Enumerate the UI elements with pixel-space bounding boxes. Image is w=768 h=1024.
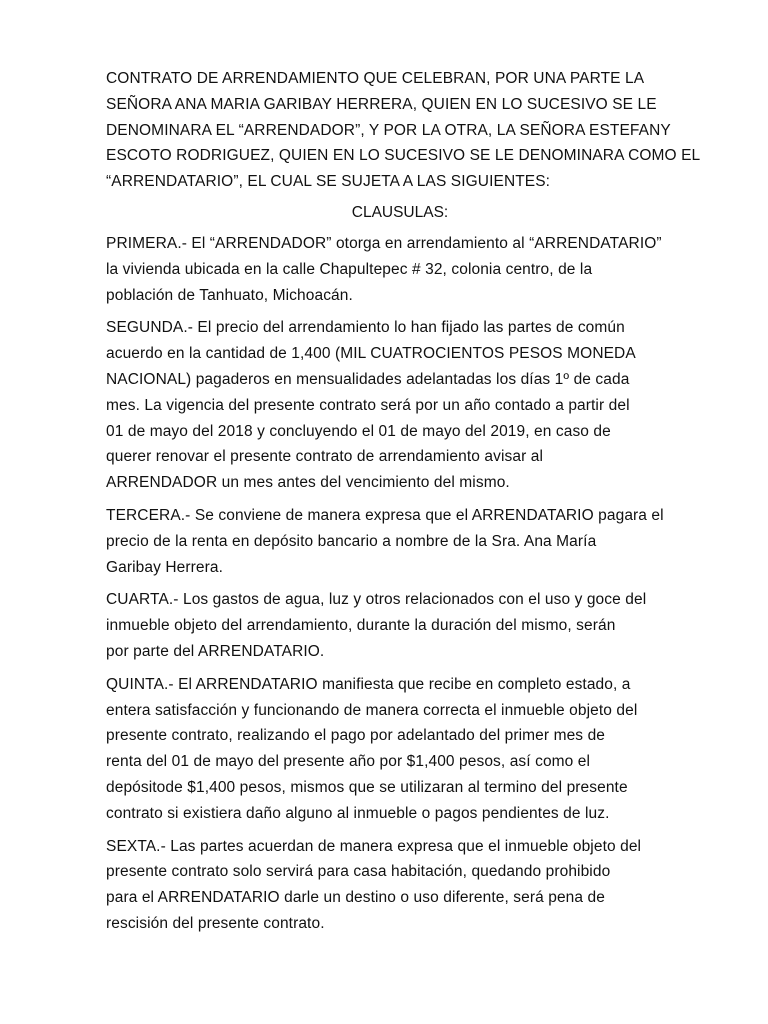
clause-line: población de Tanhuato, Michoacán. [106,286,353,304]
clause-line: ARRENDADOR un mes antes del vencimiento del mismo. [106,474,510,492]
clause-line: mes. La vigencia del presente contrato será por un año contado a partir del [106,396,630,414]
clause-line: renta del 01 de mayo del presente año por $1,400 pesos, así como el [106,753,591,771]
clauses-heading: CLAUSULAS: [351,203,449,221]
contract-intro [106,66,701,195]
clause-line: depósitode $1,400 pesos, mismos que se utilizaran al termino del presente [106,778,628,796]
clause-cuarta [106,587,688,664]
clause-sexta [106,834,688,937]
clause-tercera [106,503,688,580]
clause-line: presente contrato, realizando el pago por adelantado del primer mes de [106,727,606,745]
clause-quinta [106,672,688,827]
clause-line: acuerdo en la cantidad de 1,400 (MIL CUATROCIENTOS PESOS MONEDA [106,345,636,363]
clause-line: QUINTA.- El ARRENDATARIO manifiesta que recibe en completo estado, a [106,675,631,693]
intro-line: ESCOTO RODRIGUEZ, QUIEN EN LO SUCESIVO SE LE DENOMINARA COMO EL [106,147,701,165]
clause-line: TERCERA.- Se conviene de manera expresa que el ARRENDATARIO pagara el [106,506,664,524]
clause-line: precio de la renta en depósito bancario a nombre de la Sra. Ana María [106,532,597,550]
clause-line: por parte del ARRENDATARIO. [106,642,325,660]
intro-line: DENOMINARA EL “ARRENDADOR”, Y POR LA OTRA, LA SEÑORA ESTEFANY [106,121,671,139]
clause-line: PRIMERA.- El “ARRENDADOR” otorga en arrendamiento al “ARRENDATARIO” [106,234,662,252]
clause-line: SEXTA.- Las partes acuerdan de manera expresa que el inmueble objeto del [106,837,642,855]
clause-line: NACIONAL) pagaderos en mensualidades adelantadas los días 1º de cada [106,370,630,388]
intro-line: “ARRENDATARIO”, EL CUAL SE SUJETA A LAS SIGUIENTES: [106,173,551,191]
clause-line: Garibay Herrera. [106,558,224,576]
clause-line: inmueble objeto del arrendamiento, durante la duración del mismo, serán [106,617,616,635]
clause-line: la vivienda ubicada en la calle Chapultepec # 32, colonia centro, de la [106,260,593,278]
clause-line: contrato si existiera daño alguno al inmueble o pagos pendientes de luz. [106,804,610,822]
clause-primera [106,231,688,308]
clause-segunda [106,315,688,496]
clause-line: querer renovar el presente contrato de arrendamiento avisar al [106,448,543,466]
intro-line: CONTRATO DE ARRENDAMIENTO QUE CELEBRAN, POR UNA PARTE LA [106,70,645,87]
clause-line: 01 de mayo del 2018 y concluyendo el 01 de mayo del 2019, en caso de [106,422,611,440]
clause-line: CUARTA.- Los gastos de agua, luz y otros relacionados con el uso y goce del [106,591,647,609]
clause-line: presente contrato solo servirá para casa habitación, quedando prohibido [106,863,611,881]
intro-line: SEÑORA ANA MARIA GARIBAY HERRERA, QUIEN EN LO SUCESIVO SE LE [106,95,657,113]
clause-line: rescisión del presente contrato. [106,914,325,932]
clause-line: SEGUNDA.- El precio del arrendamiento lo han fijado las partes de común [106,319,625,337]
clause-line: entera satisfacción y funcionando de manera correcta el inmueble objeto del [106,701,638,719]
clause-line: para el ARRENDATARIO darle un destino o uso diferente, será pena de [106,889,605,907]
